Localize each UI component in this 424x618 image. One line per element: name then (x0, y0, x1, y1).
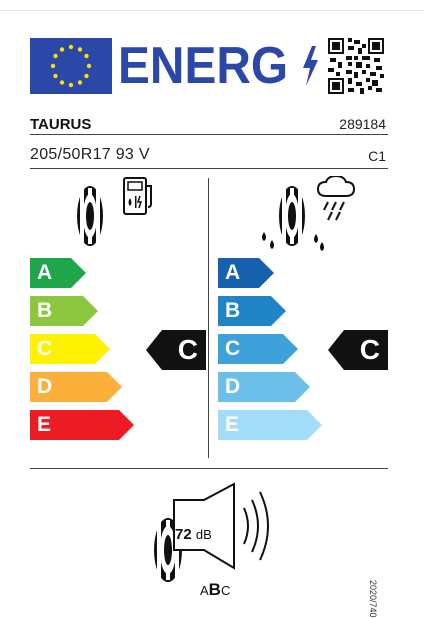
tyre-size-designation: 205/50R17 93 V (30, 146, 150, 163)
wet-bar-letter: C (225, 337, 241, 360)
noise-class-selected: B (208, 580, 221, 599)
wet-bar-letter: A (225, 261, 241, 284)
fuel-bar-letter: E (37, 413, 52, 436)
fuel-bar-d (30, 372, 122, 402)
energy-logo-text: ENERG (118, 37, 289, 95)
tyre-rain-cloud-icon (250, 176, 360, 254)
energy-lightning-icon (299, 44, 321, 88)
wet-bar-b (218, 296, 286, 326)
tyre-fuel-pump-icon (68, 176, 158, 248)
wet-bar-d (218, 372, 310, 402)
divider-top (30, 134, 388, 135)
fuel-bar-c (30, 334, 110, 364)
wet-bar-letter: B (225, 299, 241, 322)
fuel-bar-b (30, 296, 98, 326)
wet-bar-e (218, 410, 322, 440)
tyre-class: C1 (368, 148, 386, 164)
top-rule (0, 0, 424, 11)
eu-flag-icon (30, 38, 112, 94)
noise-class-c: C (220, 583, 231, 598)
qr-code-icon[interactable] (328, 38, 384, 94)
noise-class (200, 580, 230, 600)
wet-bar-c (218, 334, 298, 364)
fuel-bar-letter: A (37, 261, 53, 284)
wet-grip-rating (328, 330, 388, 370)
divider-size (30, 168, 388, 169)
wet-rating-letter: C (359, 334, 380, 365)
fuel-efficiency-rating (146, 330, 206, 370)
fuel-rating-letter: C (177, 334, 198, 365)
wet-bar-letter: D (225, 375, 241, 398)
energy-logo (118, 38, 321, 94)
noise-class-a: A (200, 583, 209, 598)
wet-bar-letter: E (225, 413, 240, 436)
fuel-bar-letter: D (37, 375, 53, 398)
divider-bottom (30, 468, 388, 469)
fuel-bar-e (30, 410, 134, 440)
fuel-bar-letter: B (37, 299, 53, 322)
noise-value (175, 526, 212, 543)
noise-db-unit: dB (195, 527, 212, 542)
fuel-bar-letter: C (37, 337, 53, 360)
wet-bar-a (218, 258, 274, 288)
tyre-type-id: 289184 (339, 116, 386, 132)
regulation-number: 2020/740 (368, 580, 378, 618)
noise-db-value: 72 (175, 526, 192, 543)
tyre-energy-label (30, 22, 388, 618)
tyre-noise-speaker-icon (142, 480, 282, 590)
supplier-name: TAURUS (30, 116, 92, 133)
fuel-bar-a (30, 258, 86, 288)
divider-vertical (208, 178, 209, 458)
